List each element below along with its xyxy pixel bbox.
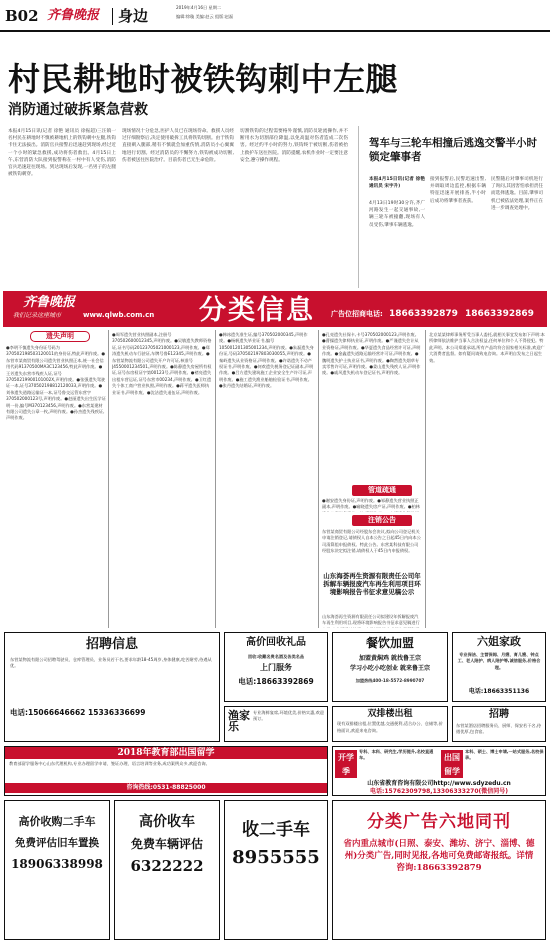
side-col-3: 民警随后对肇事司机进行了询问,其因害怕承担责任而选择逃逸。目前,肇事司机已被依法处理,案件正在进一步调查处理中。	[491, 177, 543, 211]
car2-sub: 免费车辆评估	[130, 836, 203, 851]
ad-fishing-home	[224, 706, 328, 742]
jobs-badge: 开学季	[335, 750, 357, 778]
pipe-text: ●谢安遗失身份证,声明作废。●邹静遗失营业执照正副本,声明作废。●喻晓遗失房产证,声明作废。●柏林	[322, 498, 420, 510]
section-title: 身边	[118, 7, 149, 25]
ad-car-collect	[114, 800, 220, 940]
banner-hotline-1: 18663392879	[389, 309, 458, 319]
lost-title-box	[30, 331, 90, 342]
six-cities-text: 省内重点城市(日照、泰安、潍坊、济宁、淄博、德州)分类广告,同时见报,各地可免费邮寄报纸。详情咨询:18663392879	[343, 838, 535, 873]
six-cities-title: 分类广告六地同刊	[367, 812, 511, 832]
edu-title: 2018年教育部出国留学	[5, 747, 327, 759]
lost-notice-col-3: ●韩冰遗失准生证,编号370502000345,声明作废。●杨帆遗失毕业证书,编号105001201305001234,声明作废。●朱磊遗失身份证,号码370502197803030055,声明作废。●秦岭遗失从业资格证,声明作废。●许诺遗失不动产权证书,声明作废。●何欢遗失税务登记证副本,声明作废。●吕方遗失建筑施工企业安全生产许可证,声明作废。●施工遗失渔业船舶检验证书,声明作废。●张丹遗失结婚证,声明作废。	[219, 332, 314, 389]
hire-text: 东营某酒店招聘服务员、厨师、保安若干名,待遇优厚,包食宿。	[456, 722, 542, 734]
logo-separator	[112, 8, 113, 25]
recycle-headline: 山东海荟再生资源有限责任公司年拆解车辆报废汽车再生利用项目环境影响报告书征求意见稿公示	[323, 572, 421, 596]
right-notice-col: 北京某某律师事务所受当事人委托,就相关事宜发布如下声明:本所律师依法维护当事人合法权益,任何单位和个人不得侵犯。特此声明。本公司郑重承诺,所有产品均符合国家相关标准,欢迎广大消费者监督。如有疑问请致电咨询。本声明自发布之日起生效。	[429, 332, 545, 363]
ad-franchise	[332, 632, 448, 702]
side-byline: 本报4月15日讯(记者 徐艳 通讯员 宋宇升)	[369, 177, 425, 190]
jobs-text: 专科、本科、研究生,学历提升,名校直通车。	[359, 749, 434, 761]
franchise-sub2: 学习小吃小吃创业 就来鲁王宗	[349, 665, 431, 673]
car-phone: 18906338998	[11, 857, 103, 872]
car2-title: 高价收车	[139, 814, 195, 830]
cancel-text: 东营某商贸有限公司经股东会决议,拟向公司登记机关申请注销登记,请债权人自本公告之日起45日内向本公司清算组申报债权。特此公告。东营某科技有限公司经股东决定拟注销,请债权人于45日内申报债权。	[322, 529, 421, 554]
study-text: 本科、硕士、博士申请,一站式服务,名校保录。	[465, 749, 544, 761]
franchise-phone: 加盟热线400-18-5572-8990707	[355, 678, 425, 684]
classified-banner	[3, 291, 547, 327]
used-phone: 8955555	[232, 846, 320, 868]
study-contact: 山东省教育咨询有限公司http://www.sdyzedu.cn	[367, 780, 511, 787]
home-title: 渔家乐	[228, 709, 250, 733]
ad-study-block	[332, 746, 546, 796]
banner-title: 分类信息	[199, 295, 315, 326]
masthead	[0, 0, 550, 30]
cancel-title: 注销公告	[352, 515, 412, 526]
ad-six-sisters	[452, 632, 546, 702]
hire-title: 招聘	[489, 709, 509, 720]
gift-sub2: 上门服务	[260, 662, 292, 672]
car-title: 高价收购二手车	[18, 815, 96, 828]
franchise-sub: 加盟黄焖鸡 就找鲁王宗	[358, 655, 422, 663]
lost-notice-col-4: ●孔亮遗失社保卡,卡号370502000123,声明作废。●曹操遗失律师执业证,声明作废。●严谨遗失会计从业资格证,声明作废。●华夏遗失食品经营许可证,声明作废。●金鑫遗失道路运输经营许可证,声明作废。●魏明遗失护士执业证书,声明作废。●陶然遗失烟草专卖零售许可证,声明作废。●姜山遗失残疾人证,声明作废。●戚风遗失机动车登记证书,声明作废。	[322, 332, 421, 376]
notice-title-pipe: 管道疏通	[352, 485, 412, 496]
lead-col-1: 本报4月15日讯(记者 徐艳 通讯员 徐振超)三汪镇一名村民在耕地时不慎被耕地机上的铁钩刺中左腿,铁钩卡住无法拔出。消防官兵接警后迅速赶到现场,经过近一个小时的紧急救援,成功将伤者救出。4月15日上午,东营消防大队接到报警称在一村中有人受伤,消防官兵迅速赶往现场。到达现场后发现,一名男子的左腿被铁钩刺穿。	[8, 129, 116, 178]
banner-hotline-2: 18663392869	[465, 309, 534, 319]
franchise-title: 餐饮加盟	[365, 636, 414, 650]
car-sub: 免费评估旧车置换	[15, 836, 99, 849]
recruit-phone: 电话:15066646662 15336336699	[10, 707, 146, 717]
banner-logo: 齐鲁晚报	[23, 295, 76, 310]
six-phone: 电话:18663351136	[468, 687, 530, 695]
gift-sub: 回收:收藏名贵名酒及各类名品	[247, 653, 305, 659]
lost-title: 遗失声明	[46, 332, 74, 340]
edu-text: 教育部留学服务中心山东代理机构,专业办理留学申请、签证办理、语言培训等业务,成功案例众多,欢迎咨询。	[9, 761, 210, 766]
car2-phone: 6322222	[130, 857, 204, 876]
col-divider-4	[425, 330, 426, 628]
page-number: B02	[5, 7, 39, 25]
ad-gift	[224, 632, 328, 702]
edu-contact: 咨询热线:0531-88825000	[5, 783, 327, 793]
study-badge: 出国留学	[441, 750, 463, 778]
lost-notice-col-2: ●周军遗失营业执照副本,注册号370502600012345,声明作废。●吴敏遗失教师资格证,证书号码20123705021000123,声明作废。●郑涛遗失机动车行驶证,车牌号鲁E12345,声明作废。●东营某物流有限公司遗失开户许可证,核准号J4550001234501,声明作废。●陈静遗失房屋所有权证,证号东房权证字第00123号,声明作废。●褚亮遗失出租车营运证,证号东营市00234,声明作废。●卫红遗失个体工商户营业执照,声明作废。●蒋平遗失医师执业证书,声明作废。●沈洁遗失退伍证,声明作废。	[112, 332, 212, 395]
banner-hotline-label: 广告位招商电话:	[331, 310, 383, 318]
lost-notice-col-1: ●李明不慎遗失身份证号码为370502198503120011的身份证,特此声明作废。●东营市某商贸有限公司遗失营业执照正本,统一社会信用代码91370500MA3C123456,特此声明作废。●王芳遗失东营市残疾人证,证号37050219900101002X,声明作废。●张强遗失驾驶证一本,证号370502198812120033,声明作废。●刘伟遗失道路运输证一本,证号鲁交运管东营字370502000123号,声明作废。●赵丽遗失出生医学证明一份,编号M370123456,声明作废。●东营某建材有限公司遗失公章一枚,声明作废。●孙杰遗失残疾证,声明作废。	[6, 345, 106, 421]
gift-phone: 电话:18663392869	[238, 676, 314, 686]
used-title: 收二手车	[242, 820, 310, 840]
col-divider-3	[318, 330, 319, 628]
recycle-text: 山东海荟再生资源有限责任公司拟建设年拆解报废汽车再生利用项目,现将环境影响报告书征求意见稿进行	[322, 614, 420, 626]
editor-credits: 编辑:徐璇 美编:赵云 组版:赵磊	[176, 14, 234, 19]
issue-date: 2019年4月16日 星期二	[176, 5, 222, 10]
recruit-text: 东营某物流有限公司招聘驾驶员、仓库管理员、业务员若干名,要求年龄18-45周岁,身体健康,吃苦耐劳,待遇从优。	[10, 656, 212, 668]
lead-col-3: 切割铁钩的过程需要格外谨慎,消防员轮流操作,并不断用水为切割部位降温,以免高温对伤者造成二次伤害。经过约半小时的努力,铁钩终于被切断,伤者被抬上救护车送往医院。消防提醒,农机作业时一定要注意安全,遵守操作规程。	[240, 129, 348, 163]
masthead-rule	[0, 30, 550, 32]
ad-six-cities	[332, 800, 546, 940]
col-divider-2	[215, 330, 216, 628]
lead-col-2: 现场情况十分危急,医护人员已在现场待命。救援人员经过仔细勘察后,决定使用破拆工具将铁钩切断。由于铁钩直接刺入腿部,稍有不慎就会加重伤情,消防员小心翼翼地进行切割。经过消防员的不懈努力,铁钩被成功切断,伤者被送往医院治疗。目前伤者已无生命危险。	[122, 129, 234, 163]
side-col-2: 接到报警后,民警迅速出警,并调取周边监控,根据车辆特征迅速开展排查,半小时后成功将肇事者查获。	[430, 177, 486, 204]
ad-double-building	[332, 706, 448, 742]
double-title: 双排楼出租	[367, 709, 413, 719]
lead-subhead: 消防通过破拆紧急营救	[8, 102, 148, 118]
side-story-headline: 驾车与三轮车相撞后逃逸交警半小时锁定肇事者	[369, 137, 537, 163]
double-text: 现有双排楼出租,位置优越,交通便利,适合办公、仓储等,价格面议,欢迎来电咨询。	[337, 721, 443, 733]
home-text: 专业海鲜宴席,环境优美,价格实惠,欢迎预订。	[253, 710, 324, 722]
banner-url: www.qlwb.com.cn	[83, 311, 155, 319]
ad-second-hand-car	[224, 800, 328, 940]
ad-hire	[452, 706, 546, 742]
lead-headline: 村民耕地时被铁钩刺中左腿	[8, 60, 399, 98]
side-col-1: 4月13日19时30分许,齐广河路发生一起交通事故,一辆三轮车被撞翻,现场有人员受伤,肇事车辆逃逸。	[369, 201, 425, 228]
ad-used-car-buy	[4, 800, 110, 940]
ad-education	[4, 746, 328, 796]
col-divider-1	[108, 330, 109, 628]
paper-logo: 齐鲁晚报	[47, 8, 100, 23]
six-title: 六姐家政	[477, 635, 521, 648]
banner-slogan: 我们记录这座城市	[13, 312, 62, 319]
side-story-divider	[358, 126, 359, 288]
gift-title: 高价回收礼品	[246, 637, 306, 648]
ad-recruit	[4, 632, 220, 742]
study-phone: 电话:15762309798,13306333270(微信同号)	[369, 788, 508, 795]
recruit-title: 招聘信息	[85, 637, 138, 652]
six-text: 专业保洁、主营保姆、月嫂、育儿嫂、钟点工、老人陪护、病人陪护等,诚信服务,价格合理。	[457, 651, 541, 670]
